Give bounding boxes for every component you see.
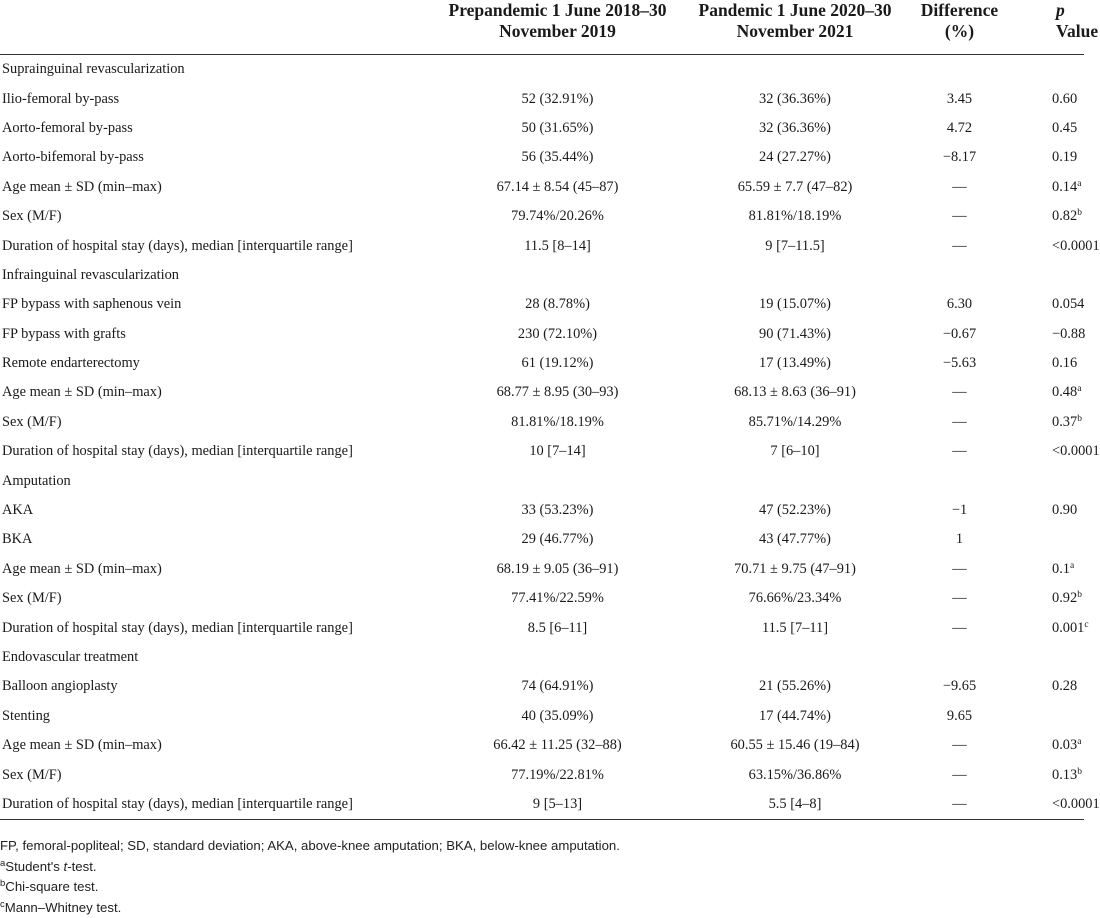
empty-cell bbox=[430, 55, 685, 85]
footnote-a bbox=[0, 857, 1084, 878]
p-value-footnote-mark: a bbox=[1070, 561, 1074, 571]
p-value: 0.19 bbox=[1052, 149, 1077, 165]
p-value-cell bbox=[1014, 525, 1084, 554]
prepandemic-value: 40 (35.09%) bbox=[430, 702, 685, 731]
p-value-cell bbox=[1014, 378, 1084, 407]
difference-value: — bbox=[905, 613, 1014, 642]
empty-cell bbox=[685, 261, 905, 290]
row-label: Duration of hospital stay (days), median [interquartile range] bbox=[0, 437, 430, 466]
p-value: 0.37 bbox=[1052, 414, 1077, 430]
p-value: 0.13 bbox=[1052, 767, 1077, 783]
table-row bbox=[0, 290, 1084, 319]
prepandemic-value: 33 (53.23%) bbox=[430, 496, 685, 525]
table-row bbox=[0, 555, 1084, 584]
p-value-cell bbox=[1014, 584, 1084, 613]
p-value-cell bbox=[1014, 760, 1084, 789]
section-label: Endovascular treatment bbox=[0, 643, 430, 672]
p-value-footnote-mark: a bbox=[1077, 384, 1081, 394]
row-label: Sex (M/F) bbox=[0, 408, 430, 437]
row-label: Duration of hospital stay (days), median [interquartile range] bbox=[0, 790, 430, 820]
pandemic-value: 63.15%/36.86% bbox=[685, 760, 905, 789]
section-row bbox=[0, 261, 1084, 290]
prepandemic-value: 8.5 [6–11] bbox=[430, 613, 685, 642]
p-value: 0.1 bbox=[1052, 561, 1070, 577]
section-row bbox=[0, 466, 1084, 495]
empty-cell bbox=[1014, 643, 1084, 672]
table-row bbox=[0, 378, 1084, 407]
header-p-value-line2: Value bbox=[1056, 21, 1098, 41]
pandemic-value: 68.13 ± 8.63 (36–91) bbox=[685, 378, 905, 407]
p-value-cell bbox=[1014, 613, 1084, 642]
header-difference bbox=[905, 0, 1014, 55]
empty-cell bbox=[430, 643, 685, 672]
row-label: Sex (M/F) bbox=[0, 202, 430, 231]
table-row bbox=[0, 349, 1084, 378]
prepandemic-value: 68.77 ± 8.95 (30–93) bbox=[430, 378, 685, 407]
table-row bbox=[0, 584, 1084, 613]
table-row bbox=[0, 202, 1084, 231]
table-body bbox=[0, 55, 1084, 820]
table-row bbox=[0, 114, 1084, 143]
p-value-footnote-mark: a bbox=[1077, 737, 1081, 747]
table-row bbox=[0, 613, 1084, 642]
difference-value: — bbox=[905, 231, 1014, 260]
pandemic-value: 32 (36.36%) bbox=[685, 84, 905, 113]
header-pandemic-line2: November 2021 bbox=[737, 21, 854, 41]
row-label: BKA bbox=[0, 525, 430, 554]
p-value: <0.0001 bbox=[1052, 238, 1100, 254]
row-label: Ilio-femoral by-pass bbox=[0, 84, 430, 113]
pandemic-value: 9 [7–11.5] bbox=[685, 231, 905, 260]
p-value: 0.16 bbox=[1052, 355, 1077, 371]
table-row bbox=[0, 143, 1084, 172]
difference-value: — bbox=[905, 437, 1014, 466]
difference-value: −9.65 bbox=[905, 672, 1014, 701]
difference-value: −5.63 bbox=[905, 349, 1014, 378]
table-row bbox=[0, 231, 1084, 260]
footnote-abbreviations: FP, femoral-popliteal; SD, standard deviation; AKA, above-knee amputation; BKA, below-knee amputation. bbox=[0, 836, 1084, 857]
p-value-cell bbox=[1014, 496, 1084, 525]
p-value-cell bbox=[1014, 731, 1084, 760]
footnote-a-mark: a bbox=[0, 858, 5, 869]
row-label: Age mean ± SD (min–max) bbox=[0, 378, 430, 407]
p-value-cell bbox=[1014, 437, 1084, 466]
p-value-cell bbox=[1014, 702, 1084, 731]
row-label: Stenting bbox=[0, 702, 430, 731]
header-p-value bbox=[1014, 0, 1084, 55]
p-value: 0.03 bbox=[1052, 737, 1077, 753]
empty-cell bbox=[1014, 261, 1084, 290]
difference-value: — bbox=[905, 555, 1014, 584]
p-value: 0.001 bbox=[1052, 620, 1084, 636]
p-value: 0.45 bbox=[1052, 120, 1077, 136]
pandemic-value: 32 (36.36%) bbox=[685, 114, 905, 143]
table-row bbox=[0, 760, 1084, 789]
difference-value: 6.30 bbox=[905, 290, 1014, 319]
p-value-footnote-mark: b bbox=[1077, 208, 1082, 218]
empty-cell bbox=[430, 466, 685, 495]
pandemic-value: 7 [6–10] bbox=[685, 437, 905, 466]
row-label: Sex (M/F) bbox=[0, 760, 430, 789]
section-row bbox=[0, 643, 1084, 672]
table-row bbox=[0, 437, 1084, 466]
p-value-cell bbox=[1014, 349, 1084, 378]
difference-value: — bbox=[905, 584, 1014, 613]
p-value: 0.48 bbox=[1052, 384, 1077, 400]
difference-value: −8.17 bbox=[905, 143, 1014, 172]
section-row bbox=[0, 55, 1084, 85]
empty-cell bbox=[905, 261, 1014, 290]
difference-value: — bbox=[905, 378, 1014, 407]
pandemic-value: 76.66%/23.34% bbox=[685, 584, 905, 613]
prepandemic-value: 67.14 ± 8.54 (45–87) bbox=[430, 173, 685, 202]
pandemic-value: 81.81%/18.19% bbox=[685, 202, 905, 231]
prepandemic-value: 66.42 ± 11.25 (32–88) bbox=[430, 731, 685, 760]
pandemic-value: 65.59 ± 7.7 (47–82) bbox=[685, 173, 905, 202]
header-pandemic-line1: Pandemic 1 June 2020–30 bbox=[699, 0, 892, 20]
table-footnotes bbox=[0, 836, 1084, 918]
row-label: Age mean ± SD (min–max) bbox=[0, 555, 430, 584]
row-label: Sex (M/F) bbox=[0, 584, 430, 613]
header-pandemic bbox=[685, 0, 905, 55]
prepandemic-value: 52 (32.91%) bbox=[430, 84, 685, 113]
empty-cell bbox=[905, 55, 1014, 85]
p-value-cell bbox=[1014, 320, 1084, 349]
p-value: 0.82 bbox=[1052, 208, 1077, 224]
pandemic-value: 5.5 [4–8] bbox=[685, 790, 905, 820]
footnote-a-text-ital: t bbox=[64, 859, 68, 874]
pandemic-value: 47 (52.23%) bbox=[685, 496, 905, 525]
prepandemic-value: 79.74%/20.26% bbox=[430, 202, 685, 231]
prepandemic-value: 56 (35.44%) bbox=[430, 143, 685, 172]
footnote-b-text: Chi-square test. bbox=[5, 879, 98, 894]
p-value: 0.90 bbox=[1052, 502, 1077, 518]
pandemic-value: 24 (27.27%) bbox=[685, 143, 905, 172]
table-row bbox=[0, 702, 1084, 731]
section-label: Infrainguinal revascularization bbox=[0, 261, 430, 290]
prepandemic-value: 50 (31.65%) bbox=[430, 114, 685, 143]
prepandemic-value: 10 [7–14] bbox=[430, 437, 685, 466]
p-value-cell bbox=[1014, 202, 1084, 231]
difference-value: 9.65 bbox=[905, 702, 1014, 731]
p-value-footnote-mark: a bbox=[1077, 179, 1081, 189]
p-value: 0.60 bbox=[1052, 91, 1077, 107]
table-row bbox=[0, 672, 1084, 701]
p-value-cell bbox=[1014, 114, 1084, 143]
difference-value: 1 bbox=[905, 525, 1014, 554]
table-row bbox=[0, 320, 1084, 349]
prepandemic-value: 230 (72.10%) bbox=[430, 320, 685, 349]
p-value-cell bbox=[1014, 408, 1084, 437]
header-difference-line1: Difference bbox=[921, 0, 998, 20]
pandemic-value: 21 (55.26%) bbox=[685, 672, 905, 701]
row-label: Balloon angioplasty bbox=[0, 672, 430, 701]
prepandemic-value: 81.81%/18.19% bbox=[430, 408, 685, 437]
row-label: FP bypass with saphenous vein bbox=[0, 290, 430, 319]
table-row bbox=[0, 731, 1084, 760]
p-value-cell bbox=[1014, 290, 1084, 319]
table-row bbox=[0, 790, 1084, 820]
footnote-c bbox=[0, 898, 1084, 918]
row-label: FP bypass with grafts bbox=[0, 320, 430, 349]
pandemic-value: 85.71%/14.29% bbox=[685, 408, 905, 437]
table-row bbox=[0, 525, 1084, 554]
empty-cell bbox=[905, 466, 1014, 495]
pandemic-value: 60.55 ± 15.46 (19–84) bbox=[685, 731, 905, 760]
empty-cell bbox=[430, 261, 685, 290]
p-value: <0.0001 bbox=[1052, 443, 1100, 459]
prepandemic-value: 11.5 [8–14] bbox=[430, 231, 685, 260]
empty-cell bbox=[1014, 466, 1084, 495]
row-label: Aorto-bifemoral by-pass bbox=[0, 143, 430, 172]
p-value: 0.054 bbox=[1052, 296, 1084, 312]
footnote-c-text: Mann–Whitney test. bbox=[5, 900, 122, 915]
row-label: AKA bbox=[0, 496, 430, 525]
table-row bbox=[0, 408, 1084, 437]
section-label: Amputation bbox=[0, 466, 430, 495]
p-value: <0.0001 bbox=[1052, 796, 1100, 812]
header-label-column bbox=[0, 0, 430, 55]
prepandemic-value: 28 (8.78%) bbox=[430, 290, 685, 319]
row-label: Age mean ± SD (min–max) bbox=[0, 173, 430, 202]
p-value-footnote-mark: c bbox=[1084, 620, 1088, 630]
difference-value: — bbox=[905, 173, 1014, 202]
row-label: Age mean ± SD (min–max) bbox=[0, 731, 430, 760]
difference-value: 3.45 bbox=[905, 84, 1014, 113]
p-value-footnote-mark: b bbox=[1077, 414, 1082, 424]
difference-value: — bbox=[905, 760, 1014, 789]
p-value: 0.14 bbox=[1052, 179, 1077, 195]
p-value: 0.28 bbox=[1052, 678, 1077, 694]
difference-value: −1 bbox=[905, 496, 1014, 525]
header-p-value-line1: p bbox=[1056, 0, 1065, 20]
table-row bbox=[0, 173, 1084, 202]
prepandemic-value: 61 (19.12%) bbox=[430, 349, 685, 378]
pandemic-value: 17 (13.49%) bbox=[685, 349, 905, 378]
pandemic-value: 17 (44.74%) bbox=[685, 702, 905, 731]
row-label: Remote endarterectomy bbox=[0, 349, 430, 378]
p-value: −0.88 bbox=[1052, 326, 1085, 342]
p-value-cell bbox=[1014, 231, 1084, 260]
row-label: Duration of hospital stay (days), median [interquartile range] bbox=[0, 231, 430, 260]
difference-value: — bbox=[905, 731, 1014, 760]
prepandemic-value: 74 (64.91%) bbox=[430, 672, 685, 701]
prepandemic-value: 68.19 ± 9.05 (36–91) bbox=[430, 555, 685, 584]
p-value-footnote-mark: b bbox=[1077, 767, 1082, 777]
header-difference-line2: (%) bbox=[945, 21, 974, 41]
pandemic-value: 19 (15.07%) bbox=[685, 290, 905, 319]
footnote-b bbox=[0, 877, 1084, 898]
header-prepandemic bbox=[430, 0, 685, 55]
difference-value: — bbox=[905, 202, 1014, 231]
prepandemic-value: 77.41%/22.59% bbox=[430, 584, 685, 613]
empty-cell bbox=[685, 643, 905, 672]
row-label: Duration of hospital stay (days), median [interquartile range] bbox=[0, 613, 430, 642]
footnote-c-mark: c bbox=[0, 899, 5, 910]
pandemic-value: 70.71 ± 9.75 (47–91) bbox=[685, 555, 905, 584]
footnote-a-text-post: -test. bbox=[67, 859, 96, 874]
p-value-cell bbox=[1014, 555, 1084, 584]
prepandemic-value: 77.19%/22.81% bbox=[430, 760, 685, 789]
table-header bbox=[0, 0, 1084, 55]
table-row bbox=[0, 84, 1084, 113]
prepandemic-value: 29 (46.77%) bbox=[430, 525, 685, 554]
footnote-b-mark: b bbox=[0, 878, 5, 889]
empty-cell bbox=[685, 466, 905, 495]
p-value-cell bbox=[1014, 790, 1084, 820]
header-prepandemic-line2: November 2019 bbox=[499, 21, 616, 41]
difference-value: 4.72 bbox=[905, 114, 1014, 143]
p-value-footnote-mark: b bbox=[1077, 590, 1082, 600]
pandemic-value: 43 (47.77%) bbox=[685, 525, 905, 554]
p-value-cell bbox=[1014, 672, 1084, 701]
p-value-cell bbox=[1014, 84, 1084, 113]
p-value-cell bbox=[1014, 143, 1084, 172]
difference-value: — bbox=[905, 408, 1014, 437]
difference-value: — bbox=[905, 790, 1014, 820]
footnote-a-text-pre: Student's bbox=[5, 859, 63, 874]
empty-cell bbox=[905, 643, 1014, 672]
difference-value: −0.67 bbox=[905, 320, 1014, 349]
pandemic-value: 11.5 [7–11] bbox=[685, 613, 905, 642]
empty-cell bbox=[685, 55, 905, 85]
section-label: Suprainguinal revascularization bbox=[0, 55, 430, 85]
prepandemic-value: 9 [5–13] bbox=[430, 790, 685, 820]
empty-cell bbox=[1014, 55, 1084, 85]
header-prepandemic-line1: Prepandemic 1 June 2018–30 bbox=[449, 0, 667, 20]
p-value-cell bbox=[1014, 173, 1084, 202]
pandemic-value: 90 (71.43%) bbox=[685, 320, 905, 349]
table-row bbox=[0, 496, 1084, 525]
p-value: 0.92 bbox=[1052, 590, 1077, 606]
row-label: Aorto-femoral by-pass bbox=[0, 114, 430, 143]
